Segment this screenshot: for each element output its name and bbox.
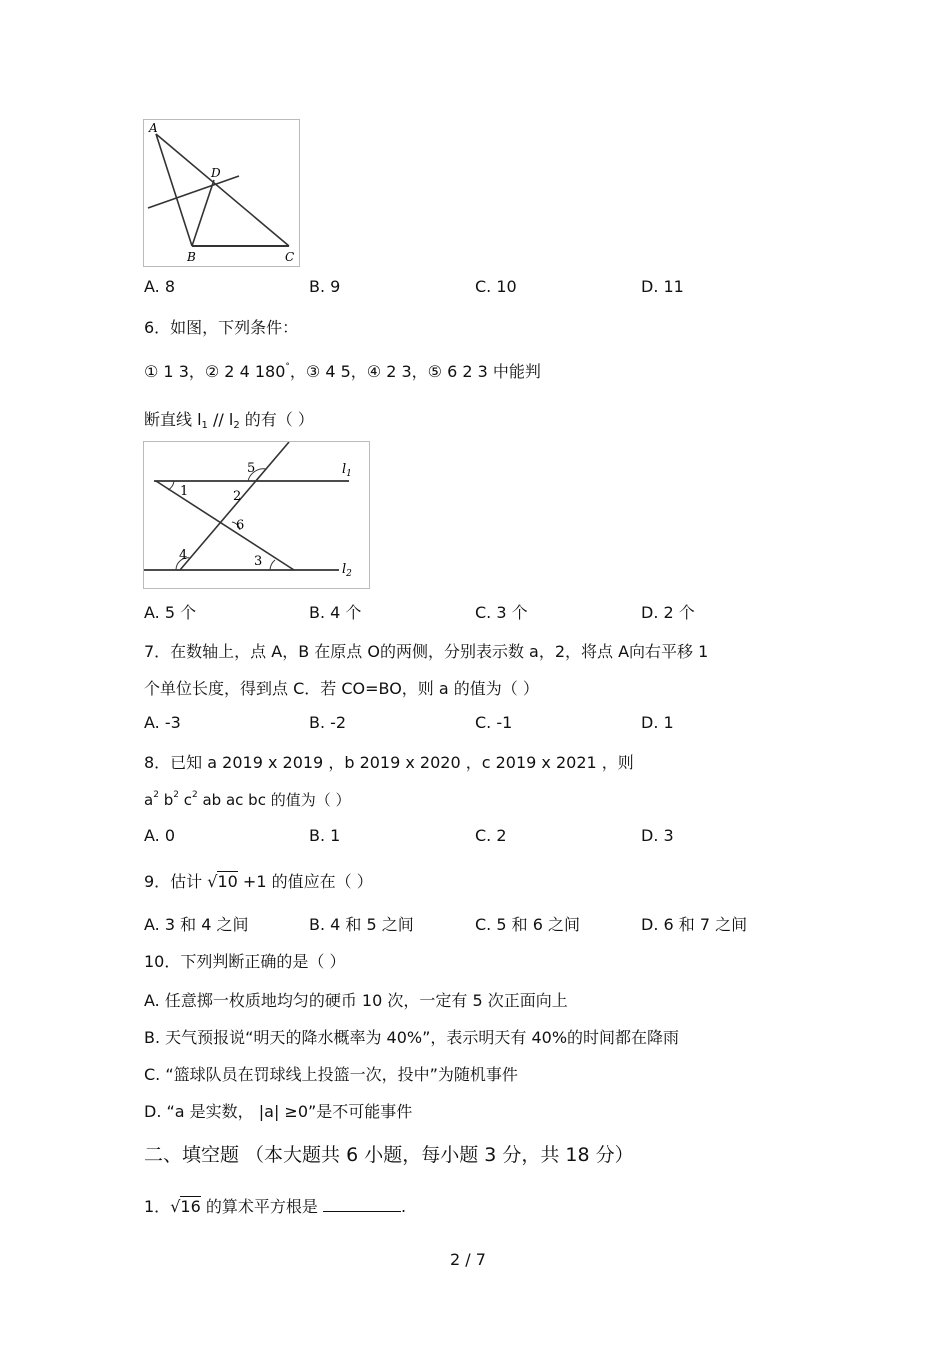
label-B: B [187, 250, 196, 264]
section-heading-fill-in: 二、填空题 （本大题共 6 小题，每小题 3 分，共 18 分） [144, 1144, 634, 1166]
geometry-figure-triangle [144, 120, 299, 266]
q7-option-d: D. 1 [641, 713, 674, 732]
label-C: C [285, 250, 295, 264]
q9-option-b: B. 4 和 5 之间 [309, 915, 414, 934]
q10-option-a: A. 任意掷一枚质地均匀的硬币 10 次，一定有 5 次正面向上 [144, 991, 568, 1010]
q8-option-b: B. 1 [309, 826, 341, 845]
q7-option-a: A. -3 [144, 713, 181, 732]
q5-option-c: C. 10 [475, 277, 517, 296]
q9-option-d: D. 6 和 7 之间 [641, 915, 748, 934]
q8-stem-line1: 8．已知 a 2019 x 2019 ，b 2019 x 2020 ，c 2019 x 2021 ，则 [144, 753, 634, 772]
angle-1: 1 [180, 484, 189, 499]
q5-option-b: B. 9 [309, 277, 341, 296]
q10-option-c: C. “篮球队员在罚球线上投篮一次，投中”为随机事件 [144, 1065, 518, 1084]
figure-q6 [143, 441, 370, 589]
angle-5: 5 [247, 461, 256, 476]
q9-option-c: C. 5 和 6 之间 [475, 915, 580, 934]
label-l1: $l_1$ [342, 462, 352, 479]
q6-option-d: D. 2 个 [641, 603, 695, 622]
q10-option-b: B. 天气预报说“明天的降水概率为 40%”，表示明天有 40%的时间都在降雨 [144, 1028, 680, 1047]
q8-stem-line2: $a^2$ $b^2$ $c^2$ ab ac bc 的值为（ ） [144, 790, 351, 809]
angle-6: 6 [236, 518, 245, 533]
q8-option-c: C. 2 [475, 826, 507, 845]
q6-conditions: ① 1 3，② 2 4 180°，③ 4 5，④ 2 3，⑤ 6 2 3 中能判 [144, 362, 541, 381]
label-l2: $l_2$ [342, 562, 352, 579]
q7-option-c: C. -1 [475, 713, 513, 732]
q5-option-a: A. 8 [144, 277, 176, 296]
sqrt-symbol: √ [207, 872, 218, 891]
radicand-10: 10 [217, 872, 238, 891]
q9-option-a: A. 3 和 4 之间 [144, 915, 249, 934]
q7-stem-line1: 7．在数轴上，点 A，B 在原点 O的两侧，分别表示数 a，2，将点 A向右平移 1 [144, 642, 709, 661]
q7-stem-line2: 个单位长度，得到点 C．若 CO=BO，则 a 的值为（ ） [144, 679, 539, 698]
q7-option-b: B. -2 [309, 713, 347, 732]
q6-stem: 6．如图，下列条件： [144, 318, 299, 337]
figure-q5 [143, 119, 300, 267]
q6-option-b: B. 4 个 [309, 603, 362, 622]
geometry-figure-parallel-lines [144, 442, 369, 588]
q9-stem: 9．估计 √10 +1 的值应在（ ） [144, 872, 373, 891]
fill-question-1: 1．√16 的算术平方根是 . [144, 1197, 407, 1216]
answer-blank [323, 1197, 401, 1212]
page-number: 2 / 7 [450, 1250, 486, 1269]
q6-stem-line2: 断直线 $l_1 // l_2$ 的有（ ） [144, 410, 314, 431]
angle-3: 3 [254, 554, 263, 569]
radicand-16: 16 [180, 1197, 201, 1216]
q6-option-c: C. 3 个 [475, 603, 528, 622]
angle-2: 2 [233, 489, 242, 504]
q5-option-d: D. 11 [641, 277, 684, 296]
sqrt-symbol: √ [170, 1197, 181, 1216]
q6-option-a: A. 5 个 [144, 603, 197, 622]
q8-option-a: A. 0 [144, 826, 176, 845]
label-D: D [211, 166, 221, 180]
label-A: A [149, 121, 158, 135]
q10-option-d: D. “a 是实数， |a| ≥0”是不可能事件 [144, 1102, 413, 1121]
q8-option-d: D. 3 [641, 826, 674, 845]
q10-stem: 10．下列判断正确的是（ ） [144, 952, 346, 971]
angle-4: 4 [179, 548, 188, 563]
